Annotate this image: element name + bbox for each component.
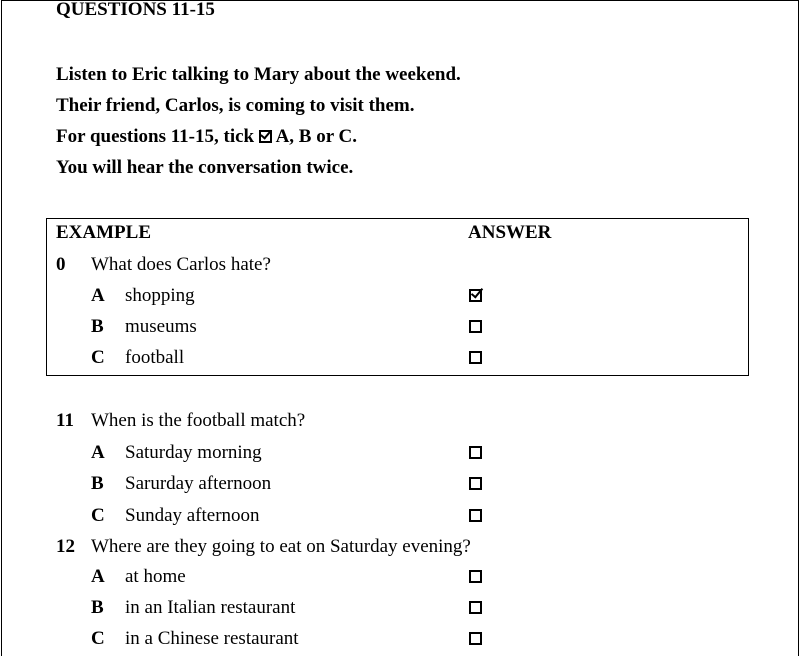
- question-12-option-a-letter: A: [91, 566, 105, 587]
- question-12-option-c-checkbox[interactable]: [469, 632, 482, 645]
- example-question: What does Carlos hate?: [91, 254, 271, 275]
- example-option-b-letter: B: [91, 316, 104, 337]
- answer-label: ANSWER: [468, 222, 552, 243]
- example-option-c-checkbox[interactable]: [469, 351, 482, 364]
- instruction-line-1: Listen to Eric talking to Mary about the weekend.: [56, 64, 461, 85]
- tick-box-icon: [259, 130, 272, 143]
- instruction-line-3-start: For questions 11-15, tick: [56, 126, 255, 147]
- question-11-option-a-checkbox[interactable]: [469, 446, 482, 459]
- section-heading: QUESTIONS 11-15: [56, 0, 215, 20]
- question-12-number: 12: [56, 536, 75, 557]
- instruction-line-3-end: A, B or C.: [275, 126, 358, 147]
- question-12-option-b-text: in an Italian restaurant: [125, 597, 296, 618]
- example-number: 0: [56, 254, 66, 275]
- example-option-a-checkbox[interactable]: [469, 289, 482, 302]
- instruction-line-3: [56, 126, 357, 148]
- question-12-option-b-checkbox[interactable]: [469, 601, 482, 614]
- example-label: EXAMPLE: [56, 222, 151, 243]
- example-option-b-checkbox[interactable]: [469, 320, 482, 333]
- question-11-option-c-letter: C: [91, 505, 105, 526]
- question-11-option-a-text: Saturday morning: [125, 442, 262, 463]
- question-12-text: Where are they going to eat on Saturday evening?: [91, 536, 471, 557]
- question-12-option-a-checkbox[interactable]: [469, 570, 482, 583]
- question-11-option-c-text: Sunday afternoon: [125, 505, 260, 526]
- question-11-number: 11: [56, 410, 74, 431]
- worksheet-page: [1, 0, 799, 656]
- question-11-text: When is the football match?: [91, 410, 306, 431]
- example-option-b-text: museums: [125, 316, 197, 337]
- question-12-option-c-text: in a Chinese restaurant: [125, 628, 299, 649]
- instruction-line-4: You will hear the conversation twice.: [56, 157, 354, 178]
- question-12-option-b-letter: B: [91, 597, 104, 618]
- question-11-option-b-checkbox[interactable]: [469, 477, 482, 490]
- instruction-line-2: Their friend, Carlos, is coming to visit them.: [56, 95, 415, 116]
- question-11-option-b-letter: B: [91, 473, 104, 494]
- question-11-option-c-checkbox[interactable]: [469, 509, 482, 522]
- question-12-option-c-letter: C: [91, 628, 105, 649]
- example-option-c-letter: C: [91, 347, 105, 368]
- example-option-c-text: football: [125, 347, 185, 368]
- example-option-a-text: shopping: [125, 285, 195, 306]
- question-11-option-a-letter: A: [91, 442, 105, 463]
- question-12-option-a-text: at home: [125, 566, 186, 587]
- question-11-option-b-text: Sarurday afternoon: [125, 473, 272, 494]
- example-option-a-letter: A: [91, 285, 105, 306]
